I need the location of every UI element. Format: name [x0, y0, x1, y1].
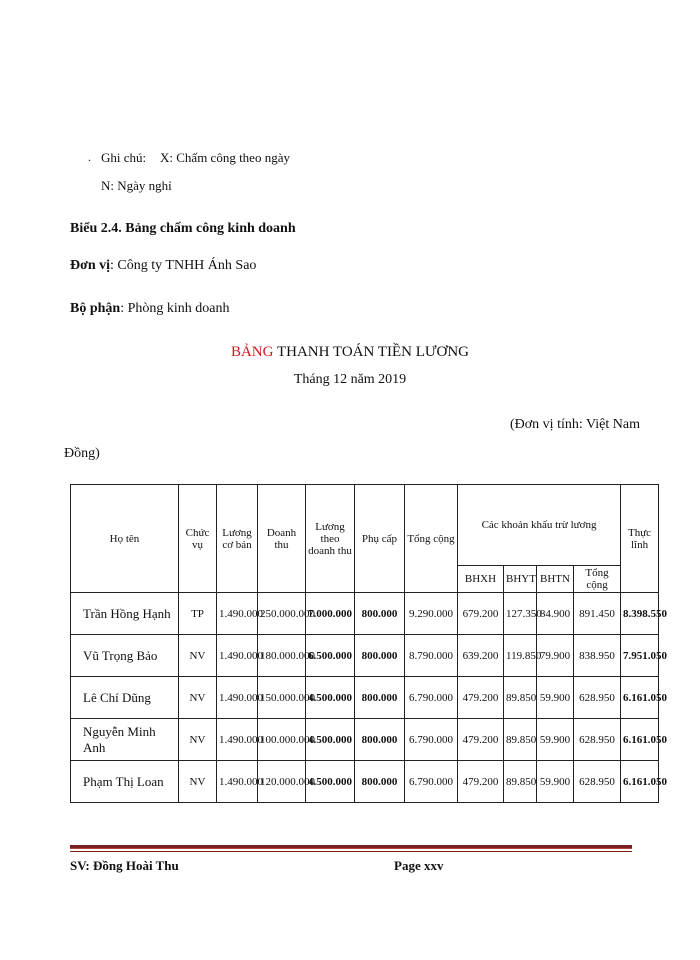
footer-student: SV: Đồng Hoài Thu — [70, 858, 179, 873]
cell-position: TP — [179, 593, 217, 635]
cell-allowance: 800.000 — [355, 719, 405, 761]
cell-total: 8.790.000 — [405, 635, 458, 677]
header-base-salary: Lương cơ bản — [217, 485, 258, 593]
cell-net: 6.161.050 — [621, 719, 659, 761]
cell-total: 6.790.000 — [405, 761, 458, 803]
table-row — [71, 719, 659, 761]
cell-revenue: 100.000.000 — [258, 719, 306, 761]
cell-bhyt: 89.850 — [504, 719, 537, 761]
footer-page-number: Page xxv — [394, 858, 444, 873]
cell-allowance: 800.000 — [355, 635, 405, 677]
cell-bhyt: 127.350 — [504, 593, 537, 635]
title-red-part: BẢNG — [230, 344, 274, 360]
department-value: : Phòng kinh doanh — [120, 301, 230, 316]
unit-value: : Công ty TNHH Ánh Sao — [110, 258, 257, 273]
department-label: Bộ phận — [70, 301, 121, 316]
cell-position: NV — [179, 677, 217, 719]
cell-base-salary: 1.490.000 — [217, 719, 258, 761]
header-bhtn: BHTN — [537, 566, 574, 593]
cell-net: 6.161.050 — [621, 677, 659, 719]
payroll-table — [70, 484, 668, 803]
note-bullet: . — [88, 150, 91, 164]
cell-revenue-salary: 4.500.000 — [306, 677, 355, 719]
header-total: Tổng cộng — [405, 485, 458, 593]
cell-revenue-salary: 6.500.000 — [306, 635, 355, 677]
cell-bhxh: 639.200 — [458, 635, 504, 677]
currency-note-line2: Đồng) — [64, 446, 100, 461]
cell-net: 8.398.550 — [621, 593, 659, 635]
cell-deduction-total: 628.950 — [574, 719, 621, 761]
header-name: Họ tên — [71, 485, 179, 593]
cell-base-salary: 1.490.000 — [217, 761, 258, 803]
cell-name: Lê Chí Dũng — [71, 677, 179, 719]
footer-rule-thin — [70, 851, 632, 852]
cell-name: Trần Hồng Hạnh — [71, 593, 179, 635]
cell-position: NV — [179, 635, 217, 677]
cell-revenue: 250.000.000 — [258, 593, 306, 635]
cell-bhtn: 59.900 — [537, 677, 574, 719]
cell-bhyt: 89.850 — [504, 677, 537, 719]
cell-bhxh: 679.200 — [458, 593, 504, 635]
cell-revenue-salary: 4.500.000 — [306, 761, 355, 803]
cell-base-salary: 1.490.000 — [217, 593, 258, 635]
cell-bhyt: 119.850 — [504, 635, 537, 677]
unit-label: Đơn vị — [70, 258, 111, 273]
header-revenue-salary: Lương theo doanh thu — [306, 485, 355, 593]
cell-total: 6.790.000 — [405, 677, 458, 719]
header-allowance: Phụ cấp — [355, 485, 405, 593]
cell-base-salary: 1.490.000 — [217, 677, 258, 719]
footer-rule — [70, 845, 632, 849]
cell-revenue: 150.000.000 — [258, 677, 306, 719]
header-position: Chức vụ — [179, 485, 217, 593]
cell-allowance: 800.000 — [355, 593, 405, 635]
cell-allowance: 800.000 — [355, 677, 405, 719]
cell-position: NV — [179, 719, 217, 761]
cell-total: 9.290.000 — [405, 593, 458, 635]
cell-bhyt: 89.850 — [504, 761, 537, 803]
document-subtitle: Tháng 12 năm 2019 — [293, 372, 407, 387]
document-title — [0, 344, 700, 361]
cell-net: 7.951.050 — [621, 635, 659, 677]
currency-note-line1: (Đơn vị tính: Việt Nam — [510, 417, 640, 432]
cell-bhxh: 479.200 — [458, 719, 504, 761]
cell-bhtn: 84.900 — [537, 593, 574, 635]
figure-caption: Biểu 2.4. Bảng chấm công kinh doanh — [70, 221, 296, 236]
cell-bhtn: 59.900 — [537, 719, 574, 761]
cell-name: Phạm Thị Loan — [71, 761, 179, 803]
cell-bhxh: 479.200 — [458, 761, 504, 803]
cell-bhtn: 79.900 — [537, 635, 574, 677]
cell-net: 6.161.050 — [621, 761, 659, 803]
cell-name: Nguyễn Minh Anh — [71, 719, 179, 761]
note-x-legend: X: Chấm công theo ngày — [160, 150, 290, 165]
cell-revenue-salary: 7.000.000 — [306, 593, 355, 635]
header-deduction-total: Tổng cộng — [574, 566, 621, 593]
cell-position: NV — [179, 761, 217, 803]
title-rest: THANH TOÁN TIỀN LƯƠNG — [273, 344, 470, 360]
cell-base-salary: 1.490.000 — [217, 635, 258, 677]
cell-bhtn: 59.900 — [537, 761, 574, 803]
cell-allowance: 800.000 — [355, 761, 405, 803]
cell-revenue: 120.000.000 — [258, 761, 306, 803]
department-line — [70, 301, 229, 317]
header-revenue: Doanh thu — [258, 485, 306, 593]
header-bhyt: BHYT — [504, 566, 537, 593]
table-row — [71, 635, 659, 677]
header-net: Thực lĩnh — [621, 485, 659, 593]
cell-deduction-total: 628.950 — [574, 761, 621, 803]
header-bhxh: BHXH — [458, 566, 504, 593]
cell-name: Vũ Trọng Bảo — [71, 635, 179, 677]
cell-deduction-total: 838.950 — [574, 635, 621, 677]
note-label: Ghi chú: — [101, 150, 147, 165]
table-row — [71, 761, 659, 803]
table-row — [71, 593, 659, 635]
cell-deduction-total: 628.950 — [574, 677, 621, 719]
note-n-legend: N: Ngày nghỉ — [101, 178, 172, 193]
cell-bhxh: 479.200 — [458, 677, 504, 719]
cell-revenue-salary: 4.500.000 — [306, 719, 355, 761]
cell-revenue: 180.000.000 — [258, 635, 306, 677]
cell-deduction-total: 891.450 — [574, 593, 621, 635]
header-deductions: Các khoản khấu trừ lương — [458, 485, 621, 566]
table-row — [71, 677, 659, 719]
unit-line — [70, 258, 256, 274]
cell-total: 6.790.000 — [405, 719, 458, 761]
